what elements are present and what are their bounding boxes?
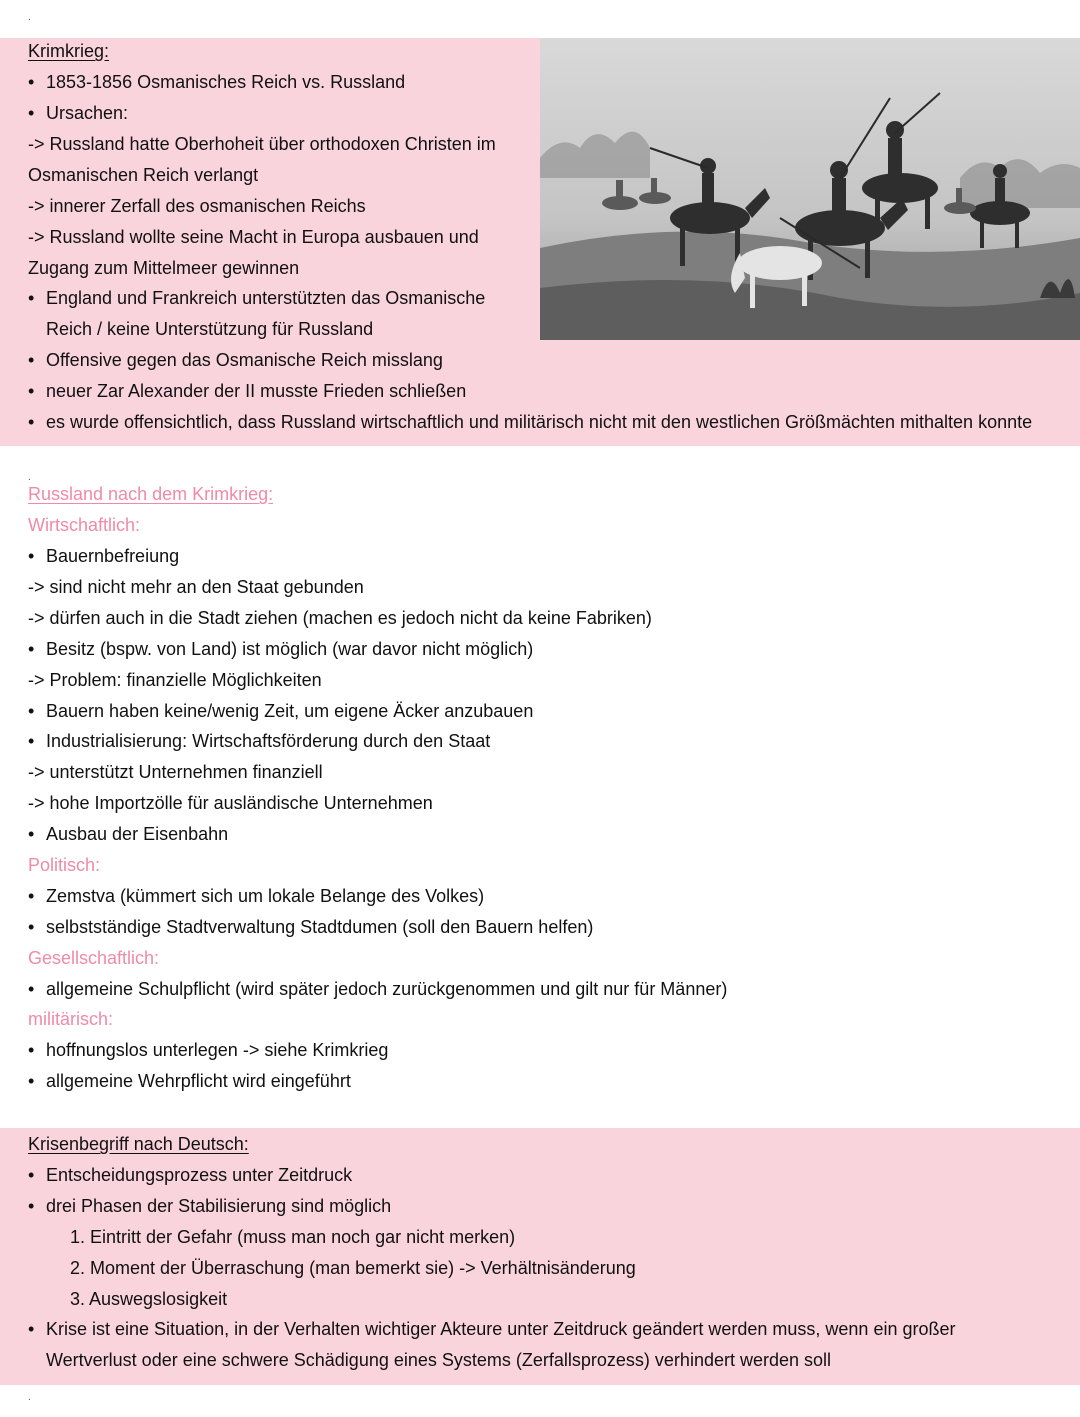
list-item: • allgemeine Schulpflicht (wird später jedoch zurückgenommen und gilt nur für Männer) — [28, 974, 727, 1005]
list-item: • Industrialisierung: Wirtschaftsförderung durch den Staat — [28, 726, 490, 757]
page-mark: . — [28, 472, 31, 483]
list-item: • es wurde offensichtlich, dass Russland wirtschaftlich und militärisch nicht mit den westlichen Größmächten mithalten konnte — [28, 407, 1032, 438]
list-item: 3. Auswegslosigkeit — [70, 1289, 228, 1309]
list-item: • Entscheidungsprozess unter Zeitdruck — [28, 1160, 352, 1191]
list-item: -> Problem: finanzielle Möglichkeiten — [28, 670, 322, 690]
gesellschaftlich-heading: Gesellschaftlich: — [28, 948, 160, 968]
list-item: -> hohe Importzölle für ausländische Unternehmen — [28, 793, 433, 813]
list-item: • selbstständige Stadtverwaltung Stadtdumen (soll den Bauern helfen) — [28, 912, 593, 943]
krimkrieg-heading: Krimkrieg: — [28, 41, 110, 61]
list-item: • hoffnungslos unterlegen -> siehe Krimkrieg — [28, 1035, 388, 1066]
list-item: • Offensive gegen das Osmanische Reich misslang — [28, 345, 443, 376]
list-item: 1. Eintritt der Gefahr (muss man noch gar nicht merken) — [70, 1227, 516, 1247]
page-mark: . — [28, 1392, 31, 1403]
list-item: -> Russland wollte seine Macht in Europa ausbauen und — [28, 227, 479, 247]
list-item: -> innerer Zerfall des osmanischen Reichs — [28, 196, 366, 216]
list-item: -> dürfen auch in die Stadt ziehen (machen es jedoch nicht da keine Fabriken) — [28, 608, 652, 628]
list-item: • Bauern haben keine/wenig Zeit, um eigene Äcker anzubauen — [28, 696, 533, 727]
list-item: • Krise ist eine Situation, in der Verhalten wichtiger Akteure unter Zeitdruck geändert werden muss, wenn ein großer — [28, 1314, 955, 1345]
krisenbegriff-heading: Krisenbegriff nach Deutsch: — [28, 1134, 249, 1154]
list-item: Osmanischen Reich verlangt — [28, 165, 259, 185]
list-item: -> Russland hatte Oberhoheit über orthodoxen Christen im — [28, 134, 496, 154]
list-item: • allgemeine Wehrpflicht wird eingeführt — [28, 1066, 351, 1097]
cavalry-illustration-icon — [540, 38, 1080, 340]
list-item: • Ausbau der Eisenbahn — [28, 819, 228, 850]
wirtschaftlich-heading: Wirtschaftlich: — [28, 515, 141, 535]
list-item: 2. Moment der Überraschung (man bemerkt sie) -> Verhältnisänderung — [70, 1258, 636, 1278]
list-item: • 1853-1856 Osmanisches Reich vs. Russland — [28, 67, 405, 98]
list-item: -> sind nicht mehr an den Staat gebunden — [28, 577, 364, 597]
list-item: • Zemstva (kümmert sich um lokale Belange des Volkes) — [28, 881, 484, 912]
list-item: • Besitz (bspw. von Land) ist möglich (war davor nicht möglich) — [28, 634, 533, 665]
list-item: Wertverlust oder eine schwere Schädigung eines Systems (Zerfallsprozess) verhindert werden soll — [46, 1350, 832, 1370]
list-item: -> unterstützt Unternehmen finanziell — [28, 762, 323, 782]
list-item: • neuer Zar Alexander der II musste Frieden schließen — [28, 376, 466, 407]
militaerisch-heading: militärisch: — [28, 1009, 114, 1029]
list-item: • Bauernbefreiung — [28, 541, 179, 572]
russland-heading: Russland nach dem Krimkrieg: — [28, 484, 274, 504]
list-item: • drei Phasen der Stabilisierung sind möglich — [28, 1191, 391, 1222]
politisch-heading: Politisch: — [28, 855, 101, 875]
page-mark: . — [28, 12, 31, 23]
list-item: Reich / keine Unterstützung für Russland — [46, 319, 374, 339]
list-item: Zugang zum Mittelmeer gewinnen — [28, 258, 300, 278]
list-item: • England und Frankreich unterstützten das Osmanische — [28, 283, 485, 314]
list-item: • Ursachen: — [28, 98, 128, 129]
